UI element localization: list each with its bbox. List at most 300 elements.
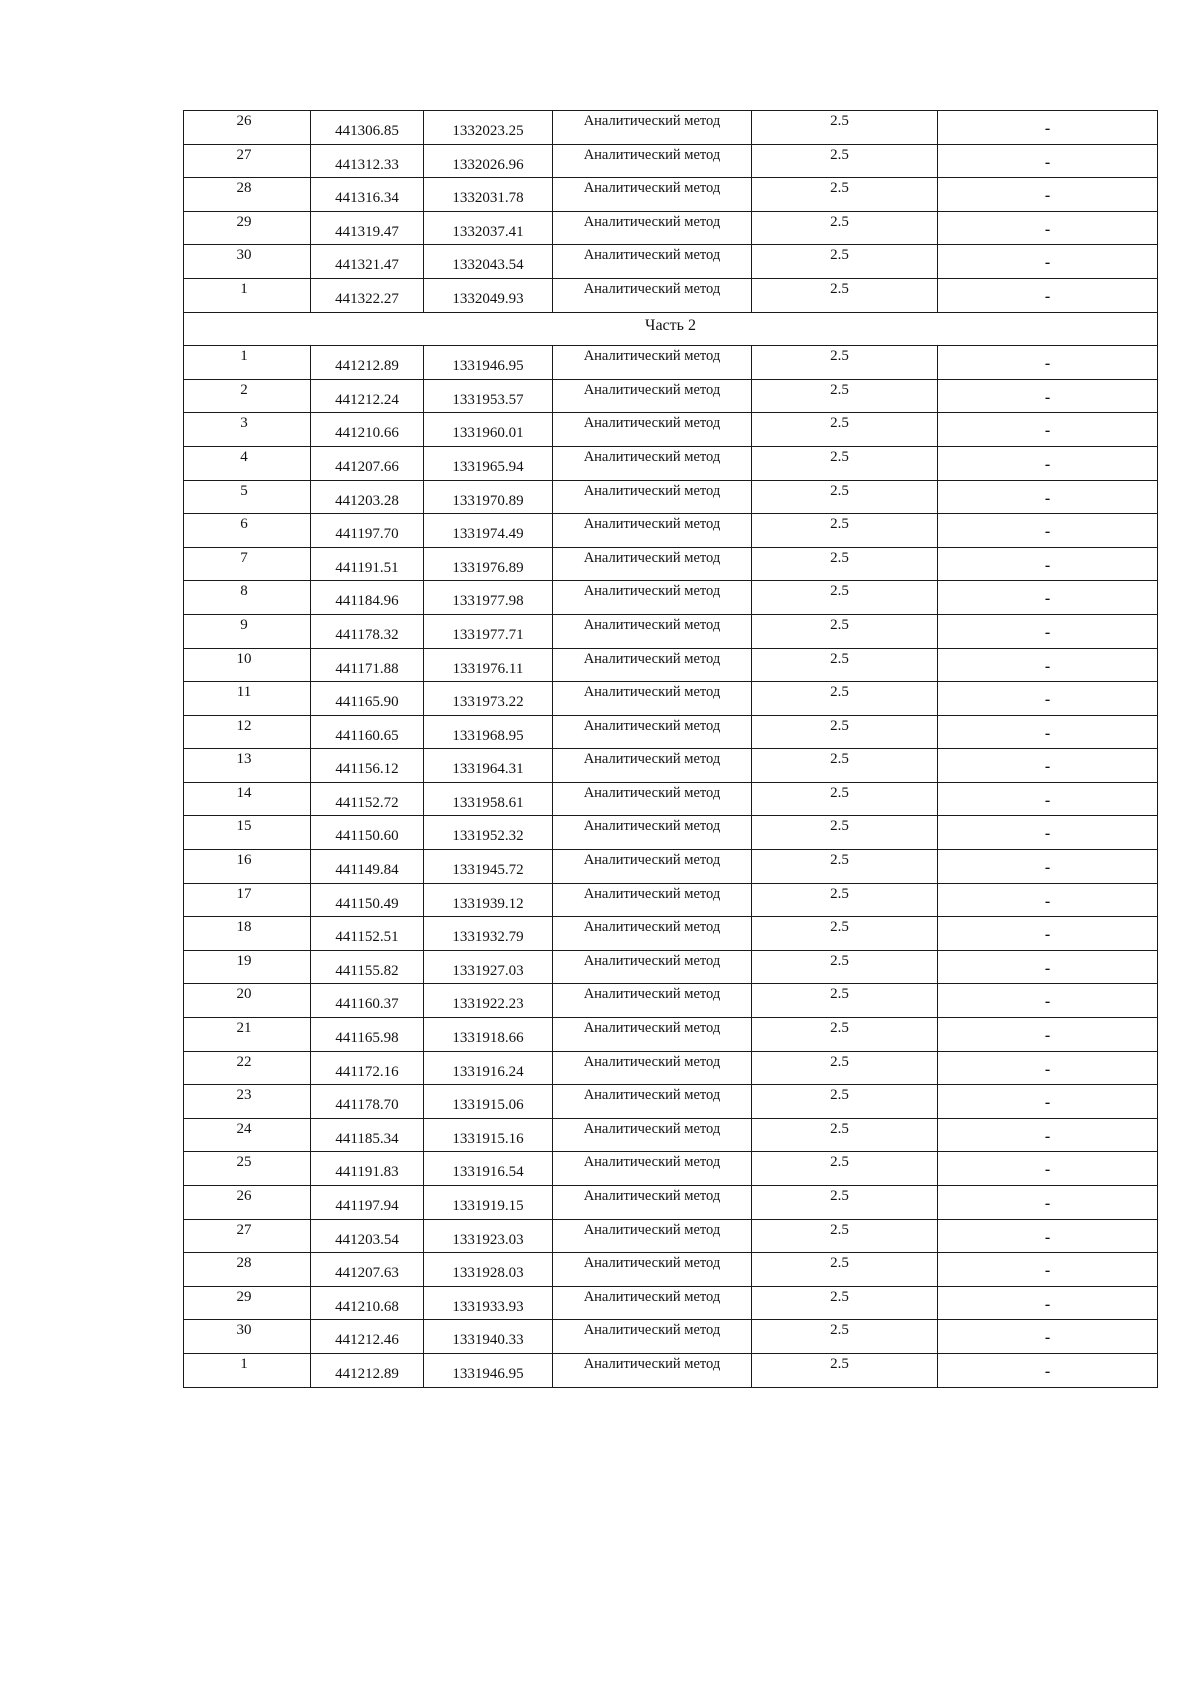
- method-cell: [553, 715, 752, 749]
- description-text: -: [1044, 1027, 1051, 1045]
- point-number-text: 27: [236, 146, 252, 163]
- y-coordinate-cell: [424, 514, 553, 548]
- y-coordinate-cell: [424, 850, 553, 884]
- accuracy-text: 2.5: [830, 280, 849, 297]
- point-number-cell: [184, 984, 311, 1018]
- accuracy-text: 2.5: [830, 381, 849, 398]
- x-coordinate-cell: [311, 278, 424, 312]
- y-coordinate-cell: [424, 446, 553, 480]
- method-text: Аналитический метод: [583, 247, 721, 264]
- x-coordinate-cell: [311, 379, 424, 413]
- accuracy-cell: [752, 984, 938, 1018]
- description-cell: [938, 178, 1158, 212]
- description-cell: [938, 816, 1158, 850]
- x-coordinate-text: 441155.82: [335, 962, 399, 979]
- method-text: Аналитический метод: [583, 1188, 721, 1204]
- method-text: Аналитический метод: [583, 885, 721, 902]
- y-coordinate-text: 1332043.54: [452, 257, 524, 274]
- point-number-text: 6: [240, 516, 248, 533]
- x-coordinate-text: 441321.47: [335, 257, 399, 274]
- table-row: [184, 379, 1158, 413]
- description-cell: [938, 749, 1158, 783]
- part-title-row: [184, 312, 1158, 346]
- y-coordinate-text: 1331927.03: [452, 962, 524, 979]
- method-text: Аналитический метод: [583, 952, 721, 969]
- accuracy-cell: [752, 614, 938, 648]
- y-coordinate-cell: [424, 178, 553, 212]
- point-number-text: 25: [236, 1154, 252, 1171]
- accuracy-cell: [752, 514, 938, 548]
- method-text: Аналитический метод: [583, 1120, 721, 1137]
- description-cell: [938, 111, 1158, 145]
- method-cell: [553, 1085, 752, 1119]
- description-text: -: [1044, 758, 1051, 776]
- method-text: Аналитический метод: [583, 986, 721, 1003]
- y-coordinate-cell: [424, 1085, 553, 1119]
- table-row: [184, 211, 1158, 245]
- description-text: -: [1044, 993, 1051, 1011]
- description-text: -: [1044, 590, 1051, 608]
- y-coordinate-cell: [424, 816, 553, 850]
- y-coordinate-text: 1332023.25: [452, 123, 524, 139]
- method-cell: [553, 514, 752, 548]
- description-cell: [938, 850, 1158, 884]
- accuracy-cell: [752, 648, 938, 682]
- point-number-cell: [184, 1219, 311, 1253]
- accuracy-text: 2.5: [830, 650, 849, 667]
- x-coordinate-cell: [311, 547, 424, 581]
- point-number-cell: [184, 883, 311, 917]
- y-coordinate-cell: [424, 1286, 553, 1320]
- table-row: [184, 917, 1158, 951]
- y-coordinate-cell: [424, 1152, 553, 1186]
- description-cell: [938, 1320, 1158, 1354]
- method-text: Аналитический метод: [583, 784, 721, 801]
- accuracy-text: 2.5: [830, 1087, 849, 1104]
- x-coordinate-cell: [311, 715, 424, 749]
- method-cell: [553, 211, 752, 245]
- method-text: Аналитический метод: [583, 1322, 721, 1339]
- table-row: [184, 1219, 1158, 1253]
- method-text: Аналитический метод: [583, 113, 721, 129]
- accuracy-cell: [752, 917, 938, 951]
- accuracy-cell: [752, 245, 938, 279]
- point-number-text: 11: [236, 684, 252, 701]
- method-cell: [553, 1152, 752, 1186]
- y-coordinate-cell: [424, 749, 553, 783]
- point-number-text: 13: [236, 751, 252, 768]
- accuracy-cell: [752, 1085, 938, 1119]
- x-coordinate-cell: [311, 917, 424, 951]
- description-text: -: [1044, 859, 1051, 877]
- x-coordinate-cell: [311, 1152, 424, 1186]
- x-coordinate-text: 441210.68: [335, 1298, 399, 1315]
- point-number-text: 28: [236, 180, 252, 197]
- point-number-text: 17: [236, 885, 252, 902]
- description-cell: [938, 1085, 1158, 1119]
- description-cell: [938, 1118, 1158, 1152]
- description-text: -: [1044, 187, 1051, 205]
- y-coordinate-cell: [424, 1186, 553, 1220]
- accuracy-text: 2.5: [830, 1020, 849, 1037]
- x-coordinate-cell: [311, 1253, 424, 1287]
- y-coordinate-text: 1331958.61: [452, 794, 524, 811]
- y-coordinate-cell: [424, 379, 553, 413]
- description-cell: [938, 984, 1158, 1018]
- method-text: Аналитический метод: [583, 583, 721, 600]
- description-cell: [938, 278, 1158, 312]
- method-cell: [553, 480, 752, 514]
- y-coordinate-text: 1331922.23: [452, 996, 524, 1013]
- y-coordinate-text: 1331918.66: [452, 1030, 524, 1047]
- y-coordinate-text: 1332049.93: [452, 290, 524, 307]
- description-cell: [938, 245, 1158, 279]
- method-cell: [553, 1320, 752, 1354]
- table-row: [184, 111, 1158, 145]
- y-coordinate-cell: [424, 984, 553, 1018]
- point-number-cell: [184, 917, 311, 951]
- method-text: Аналитический метод: [583, 650, 721, 667]
- point-number-text: 21: [236, 1020, 252, 1037]
- y-coordinate-cell: [424, 1253, 553, 1287]
- description-text: -: [1044, 1161, 1051, 1179]
- point-number-cell: [184, 1051, 311, 1085]
- accuracy-cell: [752, 1018, 938, 1052]
- point-number-cell: [184, 749, 311, 783]
- method-text: Аналитический метод: [583, 684, 721, 701]
- description-text: -: [1044, 1362, 1051, 1380]
- table-row: [184, 1253, 1158, 1287]
- y-coordinate-cell: [424, 581, 553, 615]
- method-text: Аналитический метод: [583, 482, 721, 499]
- y-coordinate-text: 1332037.41: [452, 223, 524, 240]
- description-text: -: [1044, 1228, 1051, 1246]
- point-number-cell: [184, 816, 311, 850]
- table-row: [184, 682, 1158, 716]
- x-coordinate-text: 441322.27: [335, 290, 399, 307]
- method-cell: [553, 816, 752, 850]
- point-number-cell: [184, 144, 311, 178]
- table-row: [184, 614, 1158, 648]
- y-coordinate-text: 1331970.89: [452, 492, 524, 509]
- accuracy-text: 2.5: [830, 717, 849, 734]
- y-coordinate-cell: [424, 950, 553, 984]
- method-cell: [553, 917, 752, 951]
- point-number-text: 30: [236, 1322, 252, 1339]
- accuracy-text: 2.5: [830, 986, 849, 1003]
- description-cell: [938, 581, 1158, 615]
- accuracy-text: 2.5: [830, 1255, 849, 1272]
- point-number-cell: [184, 1286, 311, 1320]
- description-cell: [938, 480, 1158, 514]
- accuracy-text: 2.5: [830, 1288, 849, 1305]
- accuracy-cell: [752, 211, 938, 245]
- method-cell: [553, 245, 752, 279]
- method-cell: [553, 1219, 752, 1253]
- x-coordinate-cell: [311, 1051, 424, 1085]
- y-coordinate-cell: [424, 245, 553, 279]
- description-cell: [938, 950, 1158, 984]
- method-cell: [553, 346, 752, 380]
- y-coordinate-text: 1331977.71: [452, 626, 524, 643]
- y-coordinate-text: 1331928.03: [452, 1265, 524, 1282]
- accuracy-cell: [752, 178, 938, 212]
- table-row: [184, 446, 1158, 480]
- x-coordinate-text: 441160.37: [335, 996, 399, 1013]
- accuracy-text: 2.5: [830, 113, 849, 129]
- point-number-text: 22: [236, 1053, 252, 1070]
- table-row: [184, 1051, 1158, 1085]
- accuracy-text: 2.5: [830, 751, 849, 768]
- x-coordinate-cell: [311, 883, 424, 917]
- y-coordinate-text: 1331960.01: [452, 425, 524, 442]
- table-row: [184, 850, 1158, 884]
- point-number-cell: [184, 480, 311, 514]
- y-coordinate-cell: [424, 883, 553, 917]
- accuracy-text: 2.5: [830, 1120, 849, 1137]
- accuracy-cell: [752, 1320, 938, 1354]
- method-cell: [553, 614, 752, 648]
- point-number-text: 18: [236, 919, 252, 936]
- point-number-text: 16: [236, 852, 252, 869]
- table-row: [184, 245, 1158, 279]
- point-number-text: 3: [240, 415, 248, 432]
- x-coordinate-text: 441191.83: [335, 1164, 399, 1181]
- table-row: [184, 1085, 1158, 1119]
- accuracy-cell: [752, 480, 938, 514]
- accuracy-text: 2.5: [830, 1154, 849, 1171]
- x-coordinate-cell: [311, 950, 424, 984]
- description-text: -: [1044, 120, 1051, 137]
- accuracy-cell: [752, 547, 938, 581]
- x-coordinate-cell: [311, 144, 424, 178]
- y-coordinate-text: 1331976.11: [452, 660, 524, 677]
- accuracy-text: 2.5: [830, 1322, 849, 1339]
- description-cell: [938, 917, 1158, 951]
- y-coordinate-text: 1331919.15: [452, 1198, 524, 1214]
- method-text: Аналитический метод: [583, 1087, 721, 1104]
- accuracy-text: 2.5: [830, 919, 849, 936]
- x-coordinate-text: 441210.66: [335, 425, 399, 442]
- y-coordinate-text: 1331974.49: [452, 526, 524, 543]
- table-row: [184, 413, 1158, 447]
- point-number-text: 14: [236, 784, 252, 801]
- point-number-text: 1: [240, 280, 248, 297]
- x-coordinate-text: 441316.34: [335, 190, 399, 207]
- accuracy-text: 2.5: [830, 213, 849, 230]
- method-text: Аналитический метод: [583, 1221, 721, 1238]
- method-cell: [553, 144, 752, 178]
- point-number-cell: [184, 379, 311, 413]
- description-text: -: [1044, 825, 1051, 843]
- point-number-text: 27: [236, 1221, 252, 1238]
- method-text: Аналитический метод: [583, 1288, 721, 1305]
- accuracy-cell: [752, 1118, 938, 1152]
- accuracy-cell: [752, 682, 938, 716]
- accuracy-cell: [752, 1219, 938, 1253]
- x-coordinate-cell: [311, 581, 424, 615]
- table-row: [184, 984, 1158, 1018]
- accuracy-text: 2.5: [830, 952, 849, 969]
- x-coordinate-text: 441165.90: [335, 694, 399, 711]
- description-cell: [938, 1152, 1158, 1186]
- method-cell: [553, 1353, 752, 1387]
- point-number-cell: [184, 682, 311, 716]
- point-number-text: 20: [236, 986, 252, 1003]
- x-coordinate-text: 441306.85: [335, 123, 399, 139]
- y-coordinate-text: 1331916.24: [452, 1063, 524, 1080]
- x-coordinate-cell: [311, 178, 424, 212]
- point-number-text: 10: [236, 650, 252, 667]
- point-number-text: 29: [236, 213, 252, 230]
- table-row: [184, 144, 1158, 178]
- point-number-text: 30: [236, 247, 252, 264]
- accuracy-text: 2.5: [830, 549, 849, 566]
- table-row: [184, 480, 1158, 514]
- y-coordinate-text: 1331952.32: [452, 828, 524, 845]
- method-cell: [553, 413, 752, 447]
- y-coordinate-cell: [424, 144, 553, 178]
- description-cell: [938, 1219, 1158, 1253]
- accuracy-text: 2.5: [830, 448, 849, 465]
- x-coordinate-text: 441184.96: [335, 593, 399, 610]
- y-coordinate-cell: [424, 278, 553, 312]
- part-title: Часть 2: [645, 316, 696, 334]
- description-text: -: [1044, 388, 1051, 406]
- method-cell: [553, 749, 752, 783]
- x-coordinate-text: 441150.49: [335, 895, 399, 912]
- point-number-cell: [184, 1353, 311, 1387]
- x-coordinate-cell: [311, 614, 424, 648]
- method-text: Аналитический метод: [583, 280, 721, 297]
- description-text: -: [1044, 287, 1051, 305]
- point-number-cell: [184, 245, 311, 279]
- description-cell: [938, 1018, 1158, 1052]
- point-number-text: 1: [240, 1355, 248, 1372]
- y-coordinate-text: 1331965.94: [452, 458, 524, 475]
- point-number-text: 7: [240, 549, 248, 566]
- method-cell: [553, 581, 752, 615]
- y-coordinate-text: 1331945.72: [452, 862, 524, 879]
- method-text: Аналитический метод: [583, 381, 721, 398]
- table-row: [184, 950, 1158, 984]
- y-coordinate-text: 1331946.95: [452, 1365, 524, 1382]
- point-number-cell: [184, 1118, 311, 1152]
- x-coordinate-text: 441207.66: [335, 458, 399, 475]
- accuracy-cell: [752, 715, 938, 749]
- description-text: -: [1044, 1262, 1051, 1280]
- part1-rows: [184, 111, 1158, 313]
- x-coordinate-text: 441178.32: [335, 626, 399, 643]
- method-cell: [553, 446, 752, 480]
- method-cell: [553, 850, 752, 884]
- description-cell: [938, 1353, 1158, 1387]
- point-number-cell: [184, 446, 311, 480]
- point-number-text: 24: [236, 1120, 252, 1137]
- table-row: [184, 1186, 1158, 1220]
- description-text: -: [1044, 1329, 1051, 1347]
- method-cell: [553, 1018, 752, 1052]
- method-text: Аналитический метод: [583, 751, 721, 768]
- description-text: -: [1044, 355, 1051, 373]
- y-coordinate-text: 1331940.33: [452, 1332, 524, 1349]
- y-coordinate-text: 1331933.93: [452, 1298, 524, 1315]
- table-row: [184, 278, 1158, 312]
- table-row: [184, 1118, 1158, 1152]
- y-coordinate-cell: [424, 1219, 553, 1253]
- x-coordinate-cell: [311, 682, 424, 716]
- description-text: -: [1044, 657, 1051, 675]
- accuracy-cell: [752, 1353, 938, 1387]
- method-cell: [553, 111, 752, 145]
- x-coordinate-text: 441165.98: [335, 1030, 399, 1047]
- description-cell: [938, 446, 1158, 480]
- accuracy-text: 2.5: [830, 583, 849, 600]
- x-coordinate-cell: [311, 1286, 424, 1320]
- accuracy-cell: [752, 950, 938, 984]
- description-cell: [938, 144, 1158, 178]
- table-row: [184, 581, 1158, 615]
- x-coordinate-cell: [311, 816, 424, 850]
- description-text: -: [1044, 556, 1051, 574]
- method-text: Аналитический метод: [583, 1355, 721, 1372]
- point-number-cell: [184, 715, 311, 749]
- x-coordinate-text: 441156.12: [335, 761, 399, 778]
- y-coordinate-text: 1331915.06: [452, 1097, 524, 1114]
- method-text: Аналитический метод: [583, 616, 721, 633]
- description-text: -: [1044, 153, 1051, 171]
- x-coordinate-text: 441191.51: [335, 559, 399, 576]
- method-cell: [553, 682, 752, 716]
- description-cell: [938, 614, 1158, 648]
- y-coordinate-text: 1331964.31: [452, 761, 524, 778]
- accuracy-cell: [752, 581, 938, 615]
- part-title-cell: [184, 312, 1158, 346]
- x-coordinate-text: 441160.65: [335, 727, 399, 744]
- accuracy-cell: [752, 1152, 938, 1186]
- method-text: Аналитический метод: [583, 146, 721, 163]
- y-coordinate-cell: [424, 413, 553, 447]
- point-number-cell: [184, 648, 311, 682]
- accuracy-cell: [752, 850, 938, 884]
- description-text: -: [1044, 422, 1051, 440]
- method-cell: [553, 984, 752, 1018]
- y-coordinate-cell: [424, 917, 553, 951]
- accuracy-text: 2.5: [830, 1355, 849, 1372]
- description-cell: [938, 514, 1158, 548]
- x-coordinate-cell: [311, 1085, 424, 1119]
- method-cell: [553, 547, 752, 581]
- description-text: -: [1044, 623, 1051, 641]
- description-text: -: [1044, 1094, 1051, 1112]
- description-cell: [938, 1051, 1158, 1085]
- x-coordinate-cell: [311, 749, 424, 783]
- accuracy-cell: [752, 1286, 938, 1320]
- point-number-cell: [184, 547, 311, 581]
- method-cell: [553, 950, 752, 984]
- point-number-cell: [184, 278, 311, 312]
- method-text: Аналитический метод: [583, 448, 721, 465]
- accuracy-text: 2.5: [830, 1053, 849, 1070]
- description-text: -: [1044, 791, 1051, 809]
- description-text: -: [1044, 1127, 1051, 1145]
- table-row: [184, 1286, 1158, 1320]
- x-coordinate-text: 441152.51: [335, 929, 399, 946]
- description-cell: [938, 1186, 1158, 1220]
- x-coordinate-cell: [311, 1018, 424, 1052]
- y-coordinate-cell: [424, 1353, 553, 1387]
- x-coordinate-cell: [311, 1186, 424, 1220]
